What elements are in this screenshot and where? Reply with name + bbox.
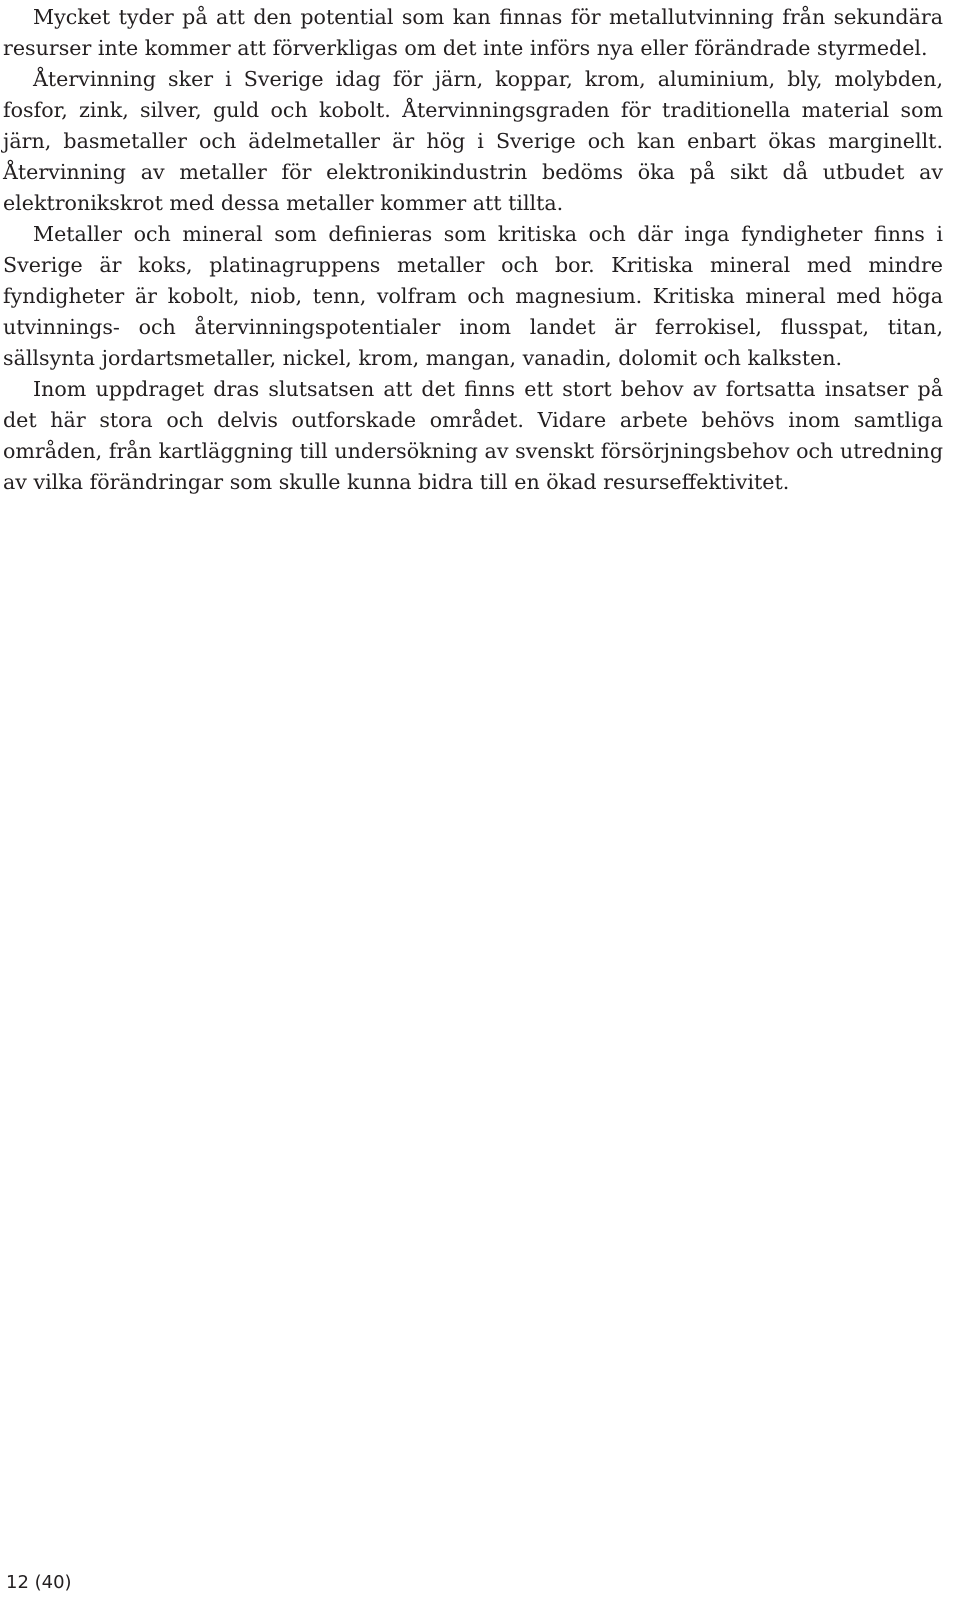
paragraph-1: Mycket tyder på att den potential som kan finnas för metallutvinning från sekundära resurser inte kommer att förverkligas om det inte införs nya eller förändrade styrmedel. bbox=[3, 5, 943, 60]
page-number: 12 (40) bbox=[6, 1572, 72, 1593]
paragraph-3: Metaller och mineral som definieras som kritiska och där inga fyndigheter finns i Sverige är koks, platinagruppens metaller och bor. Kritiska mineral med mindre fyndigheter är kobolt, niob, tenn, volfram och magnesium. Kritiska mineral med höga utvinnings- och återvinningspotentialer inom landet är ferrokisel, flusspat, titan, sällsynta jordartsmetaller, nickel, krom, mangan, vanadin, dolomit och kalksten. bbox=[3, 222, 943, 370]
paragraph-2: Återvinning sker i Sverige idag för järn, koppar, krom, aluminium, bly, molybden, fosfor, zink, silver, guld och kobolt. Återvinningsgraden för traditionella material som järn, basmetaller och ädelmetaller är hög i Sverige och kan enbart ökas marginellt. Återvinning av metaller för elektronikindustrin bedöms öka på sikt då utbudet av elektronikskrot med dessa metaller kommer att tillta. bbox=[3, 67, 943, 215]
body-text bbox=[3, 2, 943, 498]
paragraph-4: Inom uppdraget dras slutsatsen att det finns ett stort behov av fortsatta insatser på det här stora och delvis outforskade området. Vidare arbete behövs inom samtliga områden, från kartläggning till undersökning av svenskt försörjningsbehov och utredning av vilka förändringar som skulle kunna bidra till en ökad resurseffektivitet. bbox=[3, 377, 943, 494]
